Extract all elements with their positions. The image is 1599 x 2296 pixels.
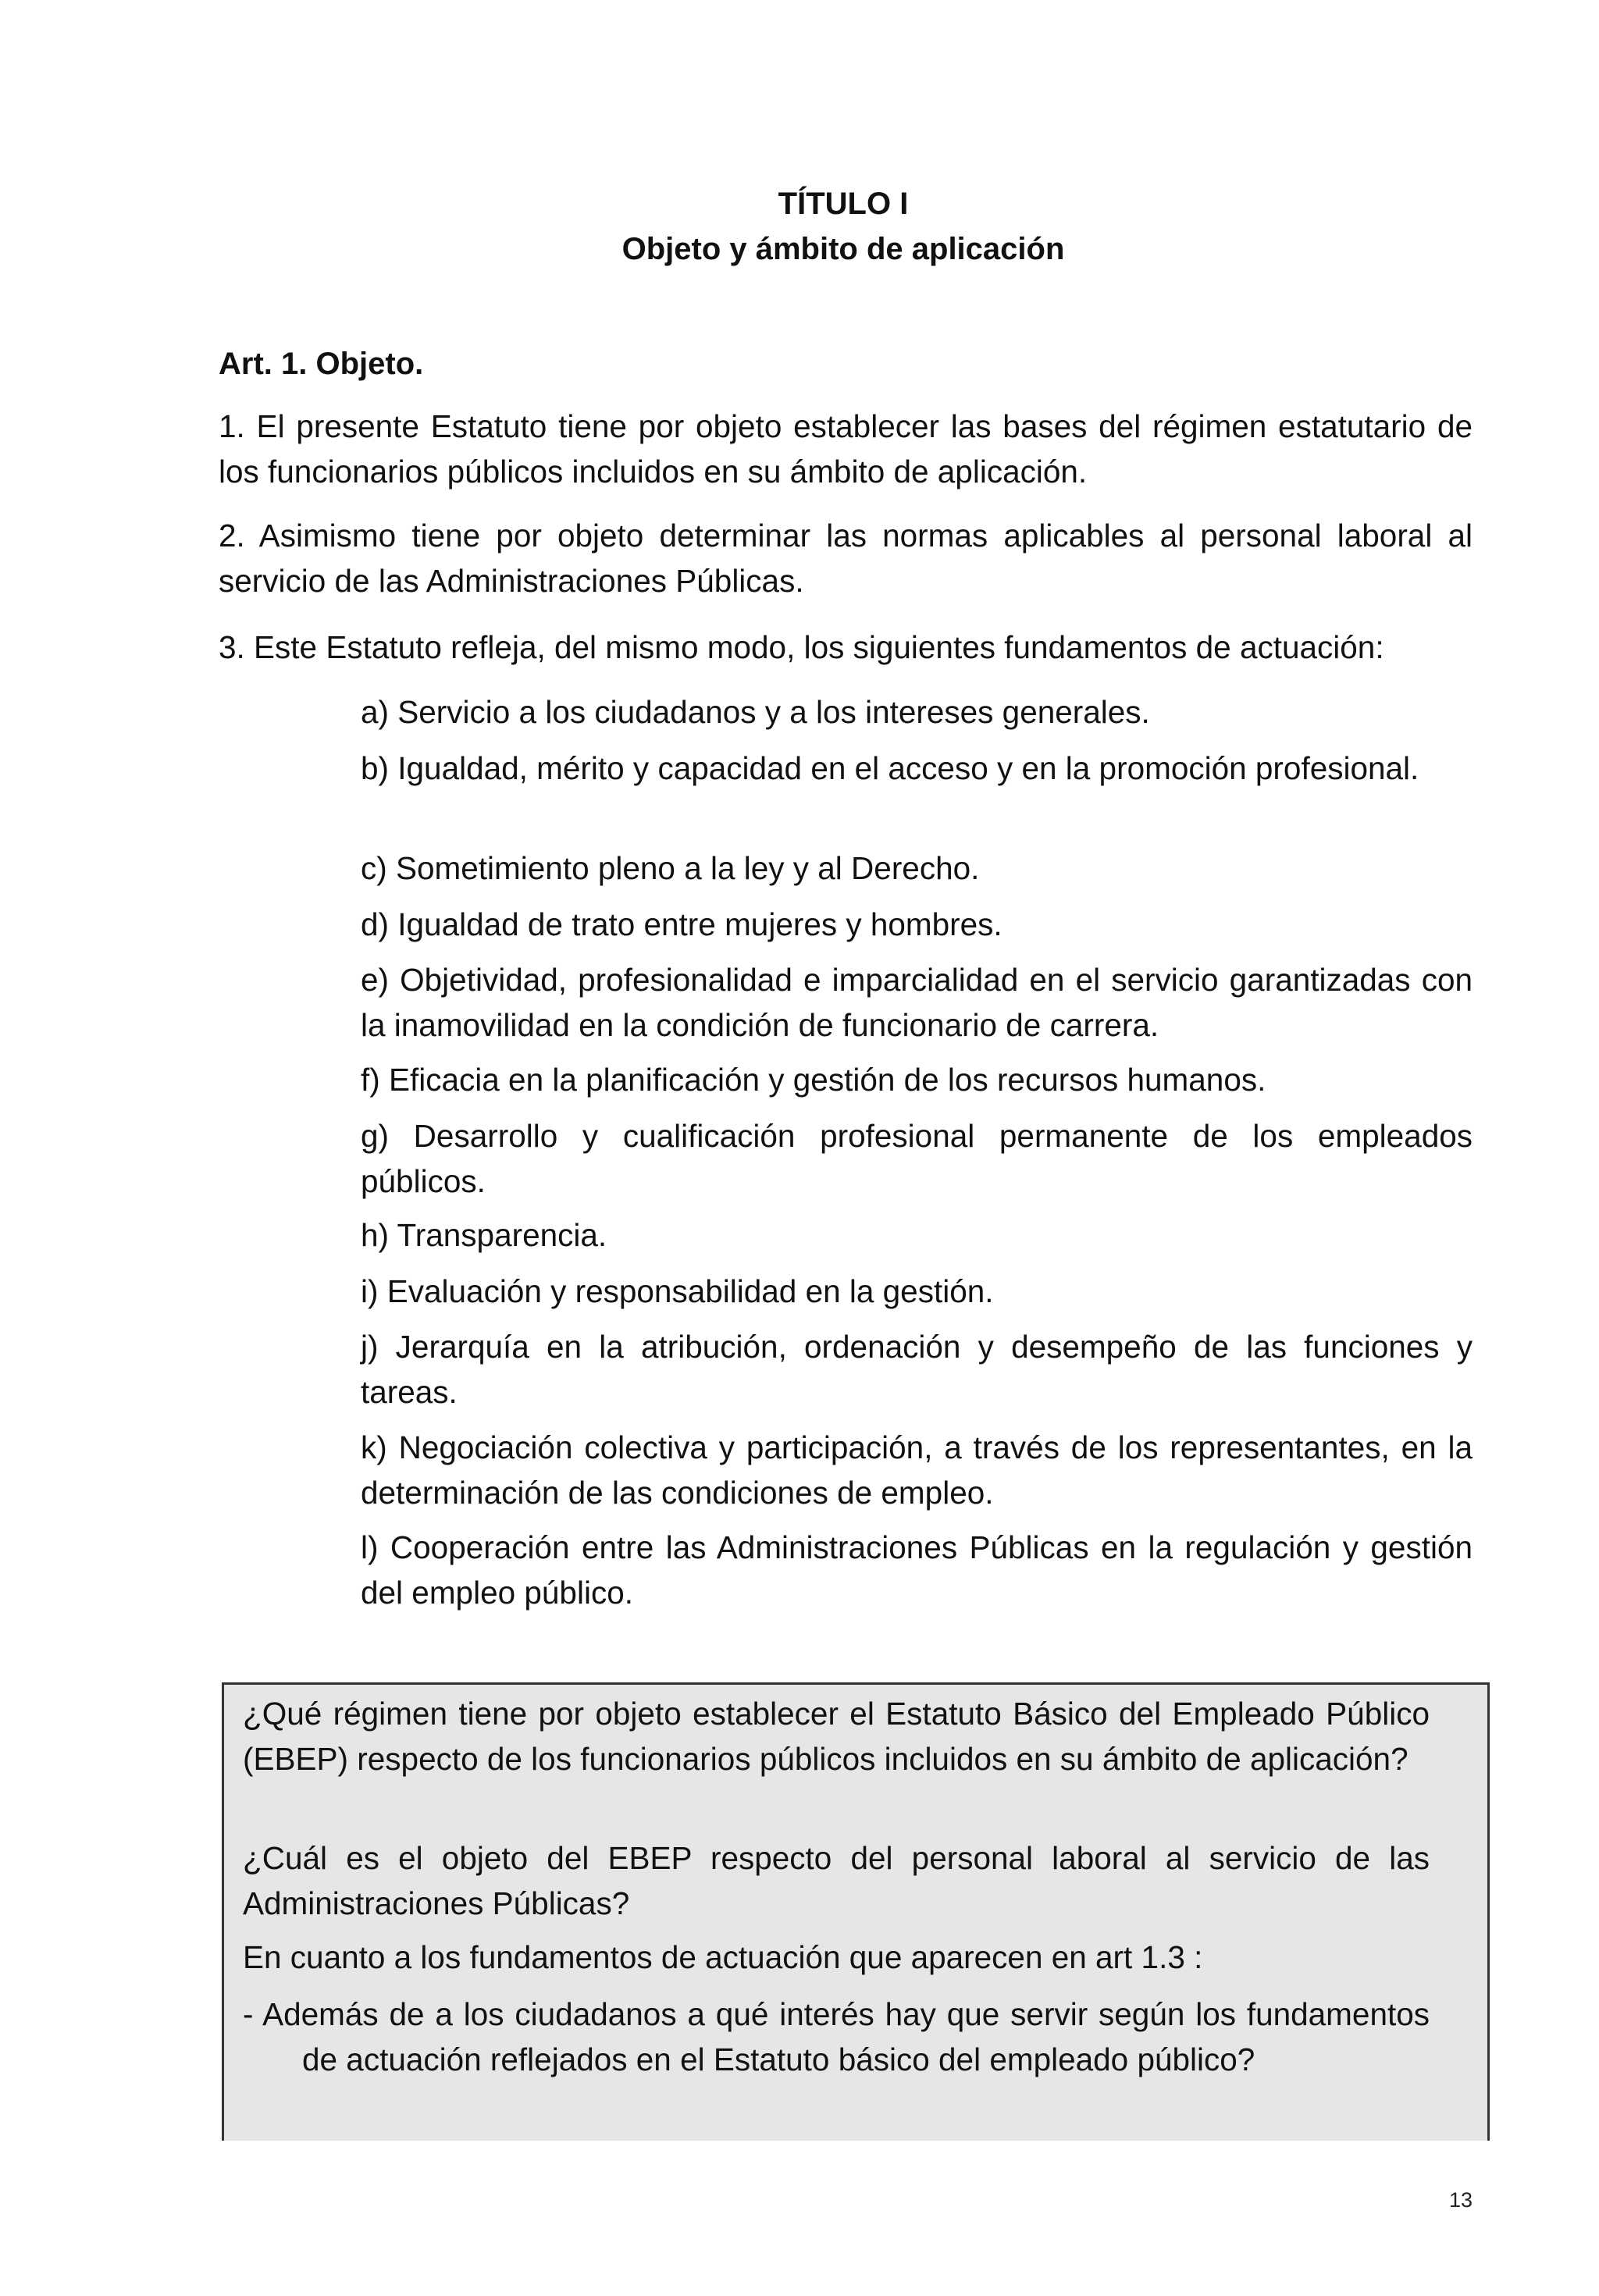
question-4	[243, 1992, 1430, 2082]
title-subject: Objeto y ámbito de aplicación	[621, 232, 1065, 266]
question-2: ¿Cuál es el objeto del EBEP respecto del personal laboral al servicio de las Administraciones Públicas?	[243, 1840, 1430, 1921]
page-number: 13	[1448, 2188, 1473, 2212]
paragraph-3: 3. Este Estatuto refleja, del mismo modo, los siguientes fundamentos de actuación:	[219, 629, 1384, 665]
question-4-text: - Además de a los ciudadanos a qué interés hay que servir según los fundamentos de actuación reflejados en el Estatuto básico del empleado público?	[243, 1996, 1430, 2077]
question-1: ¿Qué régimen tiene por objeto establecer el Estatuto Básico del Empleado Público (EBEP) respecto de los funcionarios públicos incluidos en su ámbito de aplicación?	[243, 1696, 1430, 1777]
title-number: TÍTULO I	[778, 187, 909, 221]
list-item-h: h) Transparencia.	[361, 1217, 607, 1253]
list-item-d: d) Igualdad de trato entre mujeres y hombres.	[361, 906, 1002, 942]
review-questions-box	[222, 1682, 1490, 2141]
title-block	[0, 181, 1599, 272]
list-item-e: e) Objetividad, profesionalidad e imparcialidad en el servicio garantizadas con la inamovilidad en la condición de funcionario de carrera.	[361, 962, 1473, 1043]
question-3: En cuanto a los fundamentos de actuación que aparecen en art 1.3 :	[243, 1939, 1203, 1975]
list-item-g: g) Desarrollo y cualificación profesional permanente de los empleados públicos.	[361, 1118, 1473, 1199]
list-item-b: b) Igualdad, mérito y capacidad en el acceso y en la promoción profesional.	[361, 750, 1419, 786]
list-item-c: c) Sometimiento pleno a la ley y al Derecho.	[361, 850, 980, 886]
paragraph-2: 2. Asimismo tiene por objeto determinar las normas aplicables al personal laboral al servicio de las Administraciones Públicas.	[219, 518, 1473, 599]
paragraph-1: 1. El presente Estatuto tiene por objeto establecer las bases del régimen estatutario de los funcionarios públicos incluidos en su ámbito de aplicación.	[219, 408, 1473, 489]
list-item-j: j) Jerarquía en la atribución, ordenación y desempeño de las funciones y tareas.	[361, 1329, 1473, 1410]
article-heading: Art. 1. Objeto.	[219, 347, 424, 381]
list-item-k: k) Negociación colectiva y participación, a través de los representantes, en la determinación de las condiciones de empleo.	[361, 1429, 1473, 1511]
list-item-f: f) Eficacia en la planificación y gestión de los recursos humanos.	[361, 1062, 1266, 1098]
list-item-i: i) Evaluación y responsabilidad en la gestión.	[361, 1273, 994, 1309]
list-item-a: a) Servicio a los ciudadanos y a los intereses generales.	[361, 694, 1150, 730]
list-item-l: l) Cooperación entre las Administraciones Públicas en la regulación y gestión del empleo público.	[361, 1529, 1473, 1611]
